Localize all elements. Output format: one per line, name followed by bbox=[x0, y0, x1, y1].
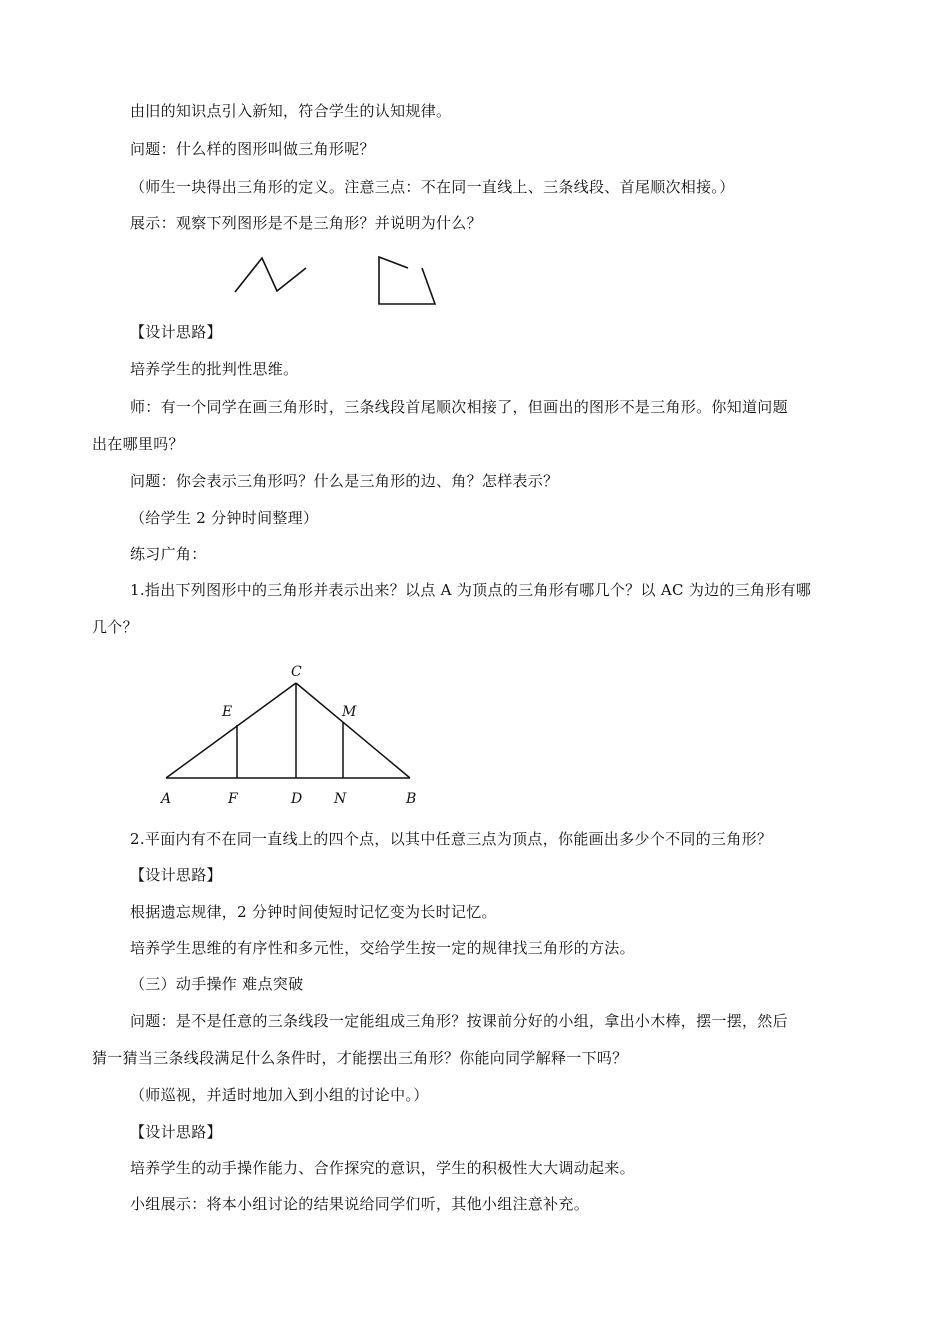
label-A: A bbox=[161, 791, 172, 807]
label-M: M bbox=[342, 704, 357, 720]
label-F: F bbox=[228, 791, 238, 807]
paragraph-critical-thinking: 培养学生的批判性思维。 bbox=[130, 360, 299, 378]
display-prompt: 展示：观察下列图形是不是三角形？并说明为什么？ bbox=[130, 214, 482, 232]
question-three-segments-line1: 问题：是不是任意的三条线段一定能组成三角形？按课前分好的小组，拿出小木棒，摆一摆，然后 bbox=[130, 1012, 788, 1030]
group-presentation: 小组展示：将本小组讨论的结果说给同学们听，其他小组注意补充。 bbox=[130, 1195, 590, 1213]
exercise-1-line2: 几个？ bbox=[92, 618, 138, 636]
design-idea-heading-3: 【设计思路】 bbox=[130, 1123, 222, 1141]
teacher-question-line1: 师：有一个同学在画三角形时，三条线段首尾顺次相接了，但画出的图形不是三角形。你知道问题 bbox=[130, 398, 788, 416]
label-D: D bbox=[291, 791, 303, 807]
paragraph-hands-on-ability: 培养学生的动手操作能力、合作探究的意识，学生的积极性大大调动起来。 bbox=[130, 1159, 635, 1177]
segment-AC bbox=[166, 683, 296, 778]
label-B: B bbox=[406, 791, 417, 807]
paragraph-forgetting-rule: 根据遗忘规律，2 分钟时间使短时记忆变为长时记忆。 bbox=[130, 903, 497, 921]
question-representation: 问题：你会表示三角形吗？什么是三角形的边、角？怎样表示？ bbox=[130, 472, 559, 490]
segment-CB bbox=[296, 683, 410, 778]
teacher-question-line2: 出在哪里吗？ bbox=[92, 435, 184, 453]
teacher-patrol-note: （师巡视，并适时地加入到小组的讨论中。） bbox=[130, 1086, 429, 1104]
practice-heading: 练习广角： bbox=[130, 545, 207, 563]
paragraph-orderly-thinking: 培养学生思维的有序性和多元性，交给学生按一定的规律找三角形的方法。 bbox=[130, 939, 635, 957]
question-three-segments-line2: 猜一猜当三条线段满足什么条件时，才能摆出三角形？你能向同学解释一下吗？ bbox=[92, 1049, 628, 1067]
design-idea-heading: 【设计思路】 bbox=[130, 323, 222, 341]
label-E: E bbox=[222, 704, 233, 720]
section-hands-on-heading: （三）动手操作 难点突破 bbox=[130, 975, 304, 993]
design-idea-heading-2: 【设计思路】 bbox=[130, 866, 222, 884]
paragraph-intro: 由旧的知识点引入新知，符合学生的认知规律。 bbox=[130, 102, 452, 120]
label-N: N bbox=[334, 791, 347, 807]
paragraph-time-note: （给学生 2 分钟时间整理） bbox=[130, 509, 319, 527]
question-triangle-definition: 问题：什么样的图形叫做三角形呢？ bbox=[130, 140, 375, 158]
definition-note: （师生一块得出三角形的定义。注意三点：不在同一直线上、三条线段、首尾顺次相接。） bbox=[130, 178, 735, 196]
exercise-1-line1: 1.指出下列图形中的三角形并表示出来？以点 A 为顶点的三角形有哪几个？以 AC 为边的三角形有哪 bbox=[130, 581, 812, 599]
exercise-2: 2.平面内有不在同一直线上的四个点，以其中任意三点为顶点，你能画出多少个不同的三角形？ bbox=[130, 830, 773, 848]
label-C: C bbox=[291, 664, 302, 680]
